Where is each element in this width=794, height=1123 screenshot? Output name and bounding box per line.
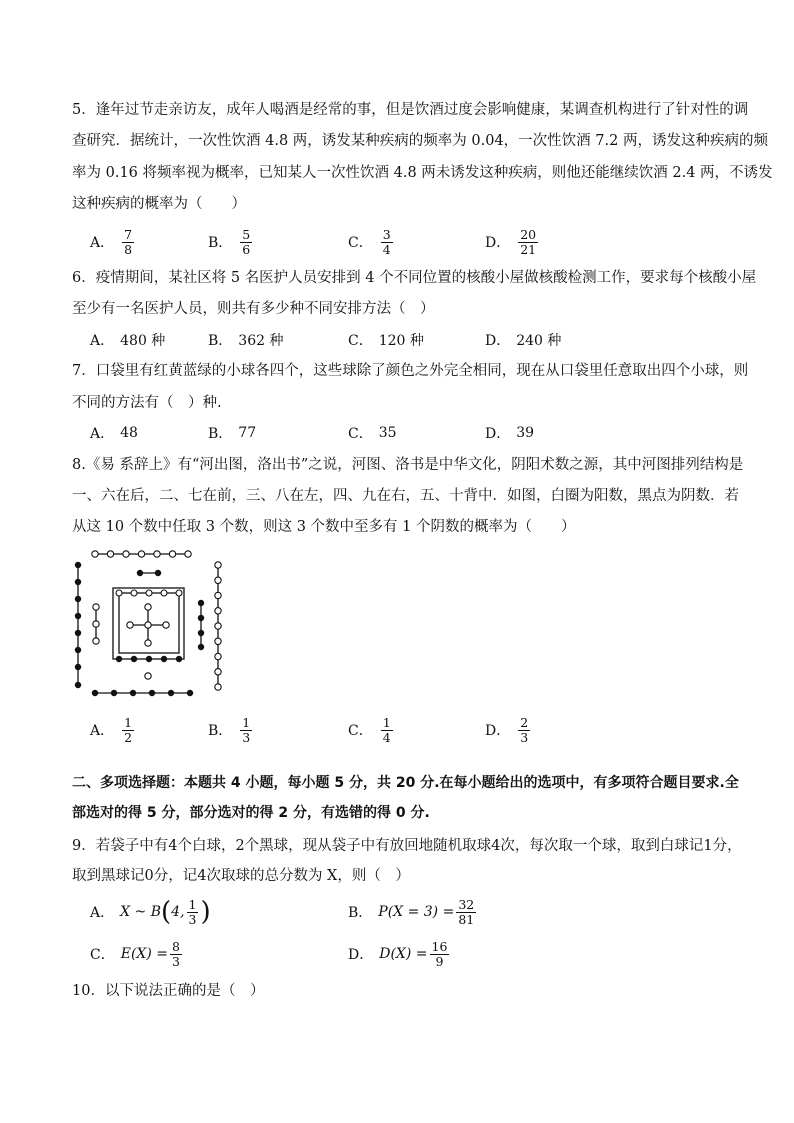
- option-label: B．: [208, 235, 233, 251]
- option-text: 77: [238, 425, 257, 441]
- q6-option-b[interactable]: [208, 320, 283, 360]
- q9-line-1: 9．若袋子中有4个白球，2个黑球，现从袋子中有放回地随机取球4次，每次取一个球，取到白球记1分，: [72, 838, 742, 854]
- section-2-heading: 二、多项选择题：本题共 4 小题，每小题 5 分，共 20 分.在每小题给出的选项中，有多项符合题目要求.全: [72, 775, 739, 791]
- q10-line-1: 10．以下说法正确的是（ ）: [72, 983, 265, 999]
- numerator: 2: [520, 714, 529, 730]
- denominator: 2: [124, 729, 133, 745]
- option-text: 39: [516, 425, 535, 441]
- fraction: [170, 940, 182, 969]
- numerator: 8: [172, 938, 180, 954]
- option-text: 480 种: [120, 333, 166, 349]
- q8-option-d[interactable]: [485, 710, 532, 750]
- denominator: 3: [172, 953, 180, 969]
- option-text: 120 种: [378, 333, 424, 349]
- option-label: A．: [90, 723, 115, 739]
- option-label: B．: [208, 426, 233, 442]
- option-label: B．: [348, 905, 373, 921]
- option-label: B．: [208, 333, 233, 349]
- option-label: C．: [348, 235, 373, 251]
- numerator: 3: [382, 226, 391, 242]
- q7-line-1: 7．口袋里有红黄蓝绿的小球各四个，这些球除了颜色之外完全相同，现在从口袋里任意取出四个小球，则: [72, 363, 749, 379]
- q8-option-a[interactable]: [90, 710, 136, 750]
- option-label: D．: [485, 723, 511, 739]
- q6-line-2: 至少有一名医护人员，则共有多少种不同安排方法（ ）: [72, 301, 435, 317]
- denominator: 3: [242, 729, 251, 745]
- numerator: 1: [124, 714, 133, 730]
- q8-option-c[interactable]: [348, 710, 395, 750]
- denominator: 3: [520, 729, 529, 745]
- option-label: C．: [348, 333, 373, 349]
- fraction: [240, 716, 252, 745]
- left-three-white: [93, 604, 99, 644]
- option-text: 35: [378, 425, 397, 441]
- option-label: D．: [348, 947, 374, 963]
- q7-option-d[interactable]: [485, 413, 534, 453]
- bottom-one-white: [145, 673, 151, 679]
- numerator: 5: [242, 226, 251, 242]
- option-expression: P(X = 3) =: [378, 904, 455, 920]
- q6-option-d[interactable]: [485, 320, 561, 360]
- q9-option-d[interactable]: [348, 934, 451, 974]
- fraction: [518, 716, 530, 745]
- q6-option-a[interactable]: [90, 320, 165, 360]
- option-label: D．: [485, 333, 511, 349]
- q7-option-a[interactable]: [90, 413, 138, 453]
- fraction: [122, 716, 134, 745]
- q5-option-a[interactable]: [90, 222, 136, 262]
- option-label: A．: [90, 235, 115, 251]
- option-label: D．: [485, 235, 511, 251]
- option-expression: E(X) =: [120, 946, 169, 962]
- denominator: 3: [188, 911, 197, 927]
- numerator: 1: [242, 714, 251, 730]
- denominator: 21: [520, 241, 537, 257]
- q8-line-2: 一、六在后，二、七在前，三、八在左，四、九在右，五、十背中．如图，白圈为阳数，黑点为阴数．若: [72, 488, 739, 504]
- hetu-diagram: [68, 545, 233, 700]
- q5-option-b[interactable]: [208, 222, 254, 262]
- q7-option-c[interactable]: [348, 413, 397, 453]
- denominator: 81: [458, 911, 475, 927]
- q8-option-b[interactable]: [208, 710, 254, 750]
- right-nine-white: [215, 562, 221, 690]
- q9-options-row-1: [90, 892, 610, 932]
- option-label: C．: [348, 426, 373, 442]
- numerator: 16: [431, 938, 448, 954]
- q5-line-4: 这种疾病的概率为（ ）: [72, 196, 246, 212]
- option-expression: D(X) =: [379, 946, 428, 962]
- q8-line-3: 从这 10 个数中任取 3 个数，则这 3 个数中至多有 1 个阴数的概率为（ ）: [72, 519, 576, 535]
- numerator: 32: [458, 896, 475, 912]
- fraction: [240, 228, 252, 257]
- option-label: A．: [90, 905, 115, 921]
- q9-option-c[interactable]: [90, 934, 184, 974]
- q9-option-b[interactable]: [348, 892, 478, 932]
- denominator: 4: [382, 729, 391, 745]
- denominator: 8: [124, 241, 133, 257]
- right-paren: ): [200, 897, 211, 927]
- option-label: B．: [208, 723, 233, 739]
- denominator: 9: [435, 953, 444, 969]
- numerator: 1: [188, 896, 197, 912]
- option-text: 48: [120, 425, 138, 441]
- fraction: [122, 228, 134, 257]
- q5-option-d[interactable]: [485, 222, 540, 262]
- fraction: [381, 716, 393, 745]
- q5-option-c[interactable]: [348, 222, 395, 262]
- option-label: C．: [90, 947, 115, 963]
- fraction: [430, 940, 450, 969]
- option-text: 240 种: [516, 333, 562, 349]
- q9-option-a[interactable]: [90, 892, 211, 932]
- fraction: [187, 898, 199, 927]
- numerator: 20: [520, 226, 537, 242]
- q6-line-1: 6．疫情期间，某社区将 5 名医护人员安排到 4 个不同位置的核酸小屋做核酸检测工作，要求每个核酸小屋: [72, 270, 757, 286]
- denominator: 6: [242, 241, 251, 257]
- left-paren: (: [161, 897, 172, 927]
- q5-line-1: 5．逢年过节走亲访友，成年人喝酒是经常的事，但是饮酒过度会影响健康，某调查机构进行了针对性的调: [72, 102, 749, 118]
- q5-line-2: 查研究．据统计，一次性饮酒 4.8 两，诱发某种疾病的频率为 0.04，一次性饮酒 7.2 两，诱发这种疾病的频: [72, 133, 768, 149]
- option-expression: X ~ B: [120, 904, 162, 920]
- option-label: C．: [348, 723, 373, 739]
- fraction: [518, 228, 538, 257]
- center-five-white: [127, 604, 169, 646]
- section-2-heading-cont: 部选对的得 5 分，部分选对的得 2 分，有选错的得 0 分.: [72, 805, 430, 821]
- option-label: A．: [90, 426, 115, 442]
- q7-line-2: 不同的方法有（ ）种.: [72, 395, 222, 411]
- q9-options-row-2: [90, 934, 610, 974]
- q7-option-b[interactable]: [208, 413, 256, 453]
- option-label: D．: [485, 426, 511, 442]
- q9-line-2: 取到黑球记0分，记4次取球的总分数为 X，则（ ）: [72, 868, 410, 884]
- q6-option-c[interactable]: [348, 320, 424, 360]
- q5-line-3: 率为 0.16 将频率视为概率，已知某人一次性饮酒 4.8 两未诱发这种疾病，则他还能继续饮酒 2.4 两，不诱发: [72, 165, 773, 181]
- q8-line-1: 8.《易 系辞上》有“河出图，洛出书”之说，河图、洛书是中华文化，阴阳术数之源，其中河图排列结构是: [72, 457, 744, 473]
- option-param: 4,: [171, 904, 185, 920]
- option-text: 362 种: [238, 333, 284, 349]
- option-label: A．: [90, 333, 115, 349]
- denominator: 4: [382, 241, 391, 257]
- numerator: 1: [382, 714, 391, 730]
- numerator: 7: [124, 226, 133, 242]
- fraction: [456, 898, 476, 927]
- fraction: [381, 228, 393, 257]
